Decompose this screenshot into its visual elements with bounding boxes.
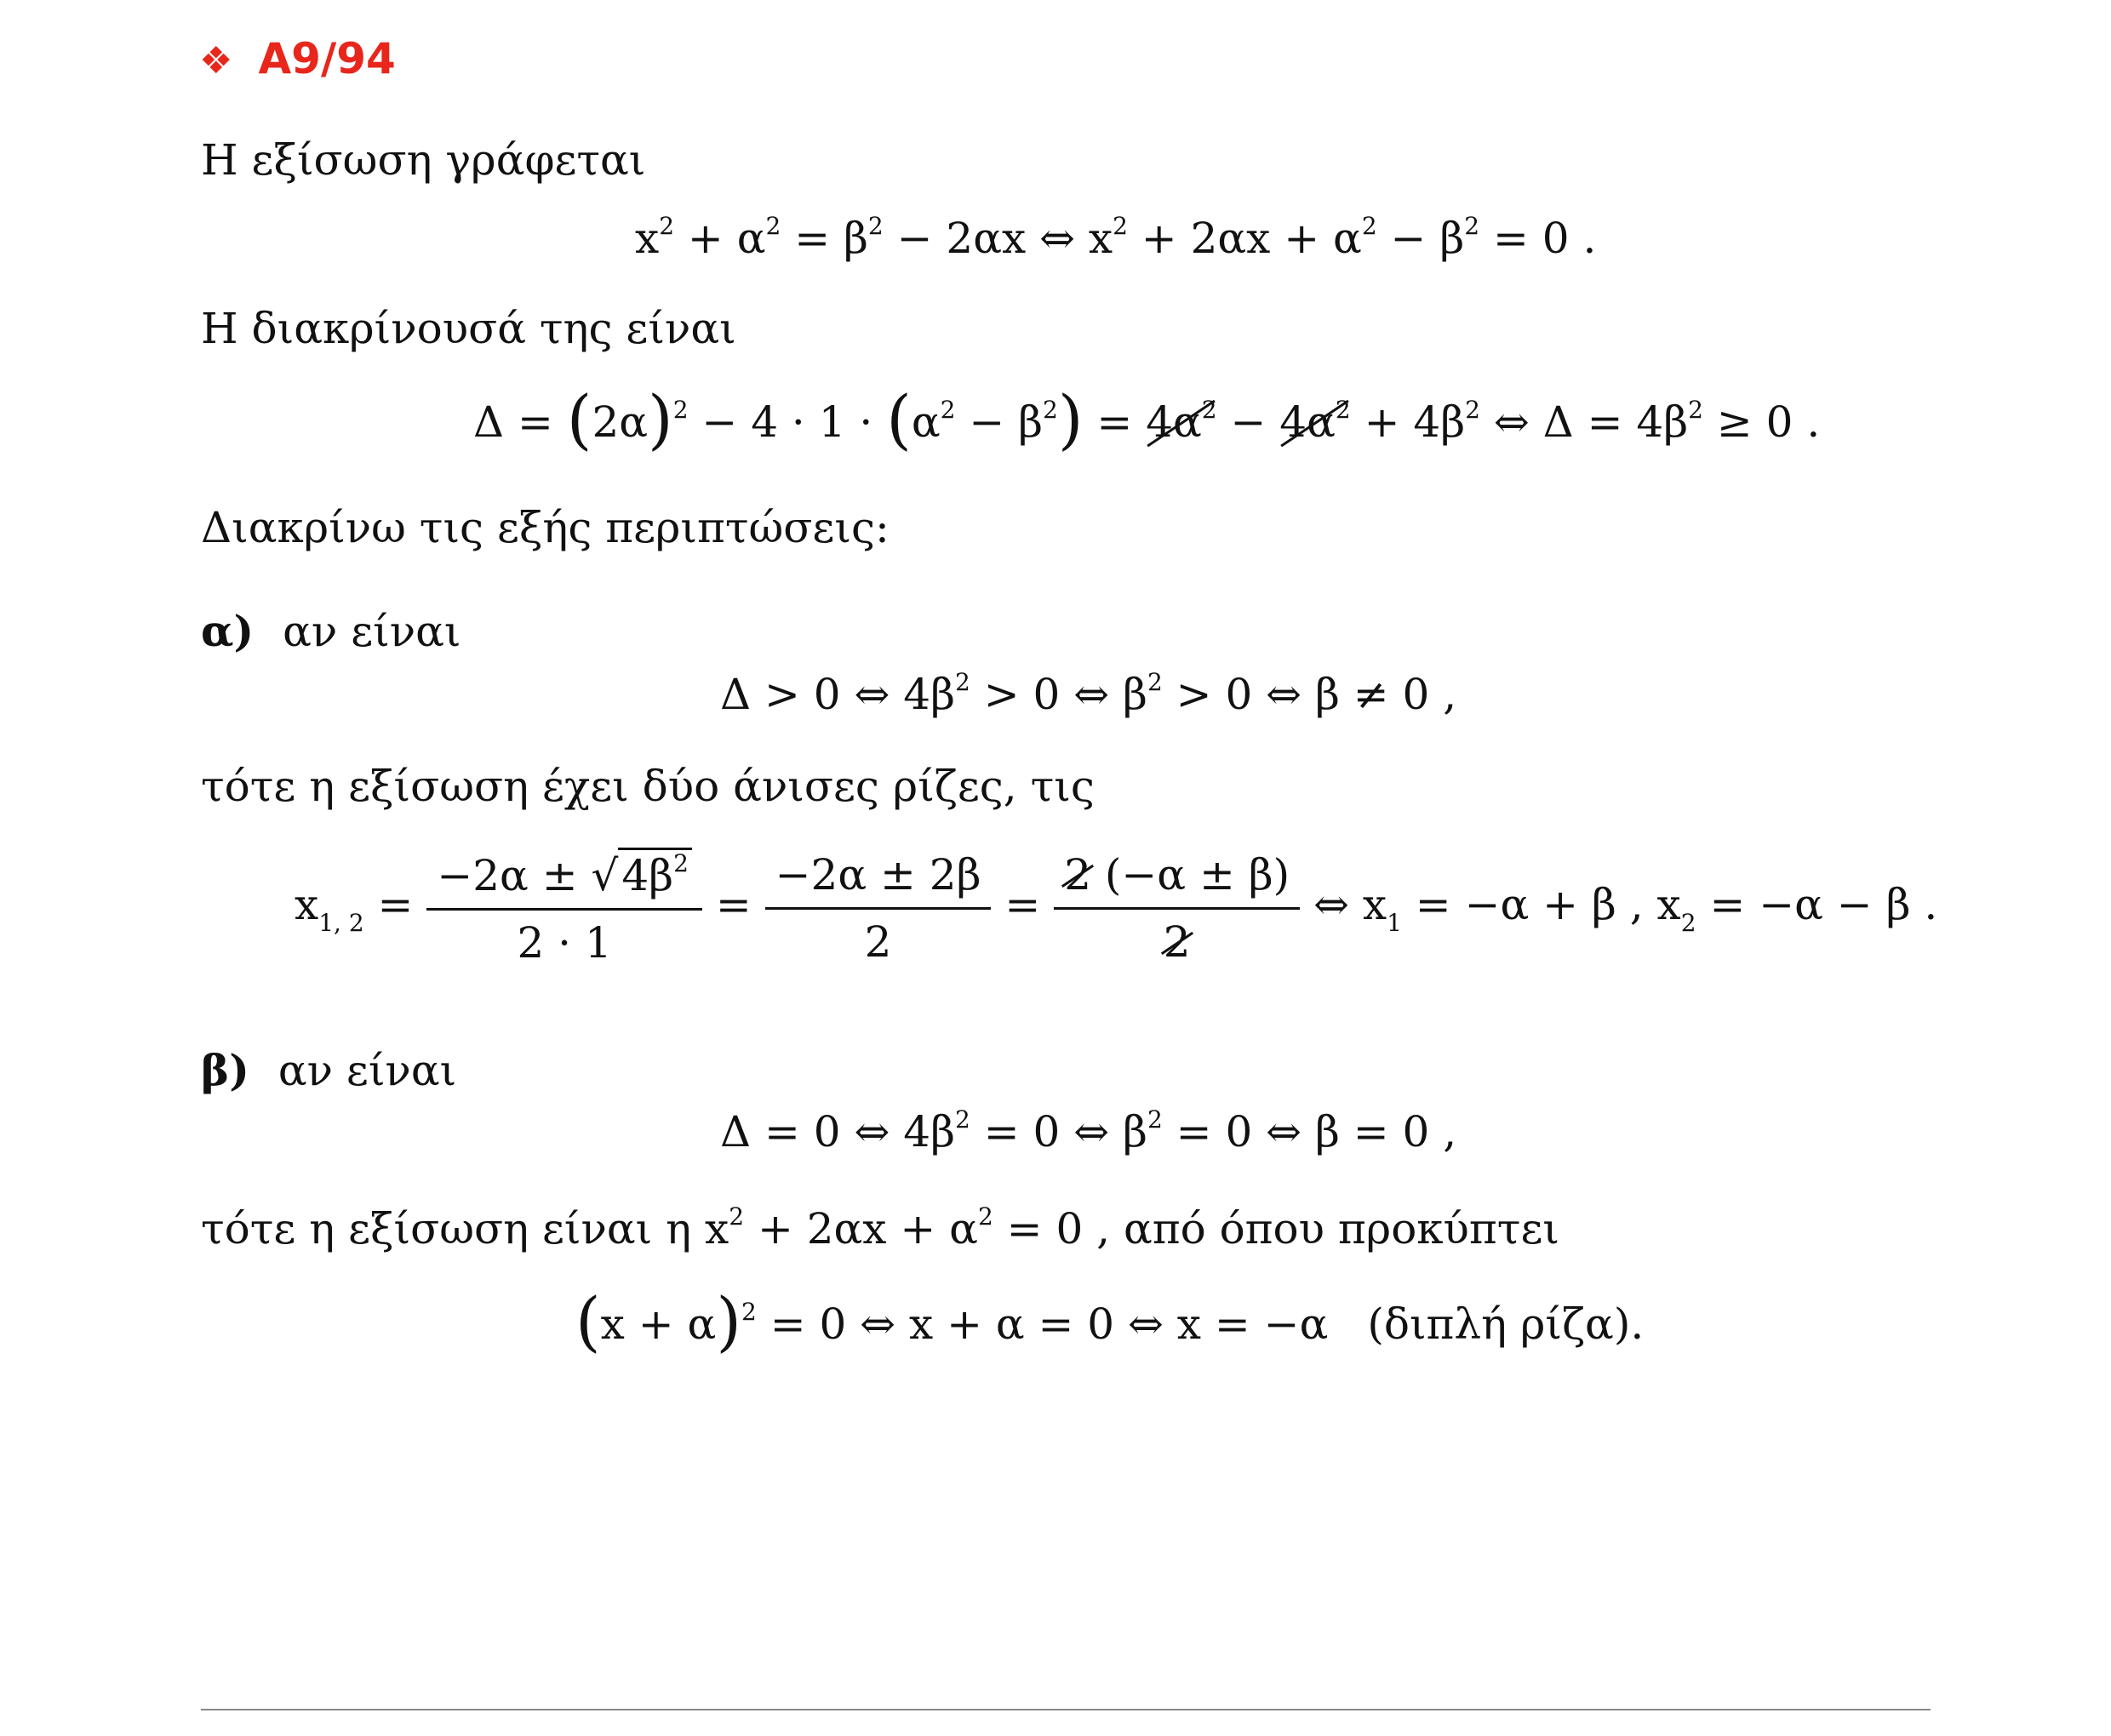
roots-text: τότε η εξίσωση έχει δύο άνισες ρίζες, τις xyxy=(201,762,1095,811)
section-title xyxy=(199,34,396,83)
title-label: A9/94 xyxy=(258,34,396,83)
case-a-heading xyxy=(201,606,461,657)
equation-discriminant: $\Delta = (2\alpha)^2 - 4 \cdot 1 \cdot (\alpha^2 - \beta^2) = 4\alpha^2 - 4\alpha^2 + 4\beta^2$ ⇔ $\Delta = 4\beta^2 \ge 0$ . xyxy=(473,381,1821,457)
equation-rewrite: $x^2 + \alpha^2 = \beta^2 - 2\alpha x$ ⇔ $x^2 + 2\alpha x + \alpha^2 - \beta^2 = 0$ . xyxy=(635,212,1597,263)
equation-roots: $x_{1, 2}$ = $\frac{-2\alpha \pm √4\beta^2}{2 \cdot 1}$ = $\frac{-2\alpha \pm 2\beta}{2}$ = $\frac{2 (-\alpha \pm \beta)}{2}$ ⇔ $x_1 = -\alpha + \beta$ , $x_2 = -\alpha - \beta$ . xyxy=(295,849,1938,968)
intro-text: Η εξίσωση γράφεται xyxy=(201,135,646,185)
diamond-bullet-icon: ❖ xyxy=(199,39,233,83)
equation-case-b: Δ = 0 ⇔ $4\beta^2 = 0$ ⇔ $\beta^2 = 0$ ⇔ β = 0 , xyxy=(720,1105,1457,1156)
case-b-text: αν είναι xyxy=(277,1046,457,1095)
case-b-label: β) xyxy=(201,1045,249,1095)
equation-case-a: Δ > 0 ⇔ $4\beta^2 > 0$ ⇔ $\beta^2 > 0$ ⇔ β ≠ 0 , xyxy=(720,668,1457,719)
case-a-text: αν είναι xyxy=(283,607,461,656)
footer-divider xyxy=(201,1709,1931,1710)
cases-intro: Διακρίνω τις εξής περιπτώσεις: xyxy=(201,503,890,552)
cancelled-term: $4\alpha^2$ xyxy=(1146,396,1217,447)
cancelled-term: $4\alpha^2$ xyxy=(1279,396,1351,447)
fraction-3: $\frac{2 (-\alpha \pm \beta)}{2}$ xyxy=(1054,849,1300,968)
case-a-label: α) xyxy=(201,606,255,656)
case-b-heading xyxy=(201,1045,456,1096)
discriminant-text: Η διακρίνουσά της είναι xyxy=(201,304,736,353)
fraction-1: $\frac{-2\alpha \pm √4\beta^2}{2 \cdot 1}$ xyxy=(426,848,702,968)
equation-double-root: $(x + \alpha)^2 = 0$ ⇔ x + α = 0 ⇔ x = −α (διπλή ρίζα). xyxy=(575,1283,1645,1359)
fraction-2: $\frac{-2\alpha \pm 2\beta}{2}$ xyxy=(765,849,992,968)
double-root-text: τότε η εξίσωση είναι η $x^2 + 2\alpha x + \alpha^2 = 0$ , από όπου προκύπτει xyxy=(201,1202,1559,1253)
